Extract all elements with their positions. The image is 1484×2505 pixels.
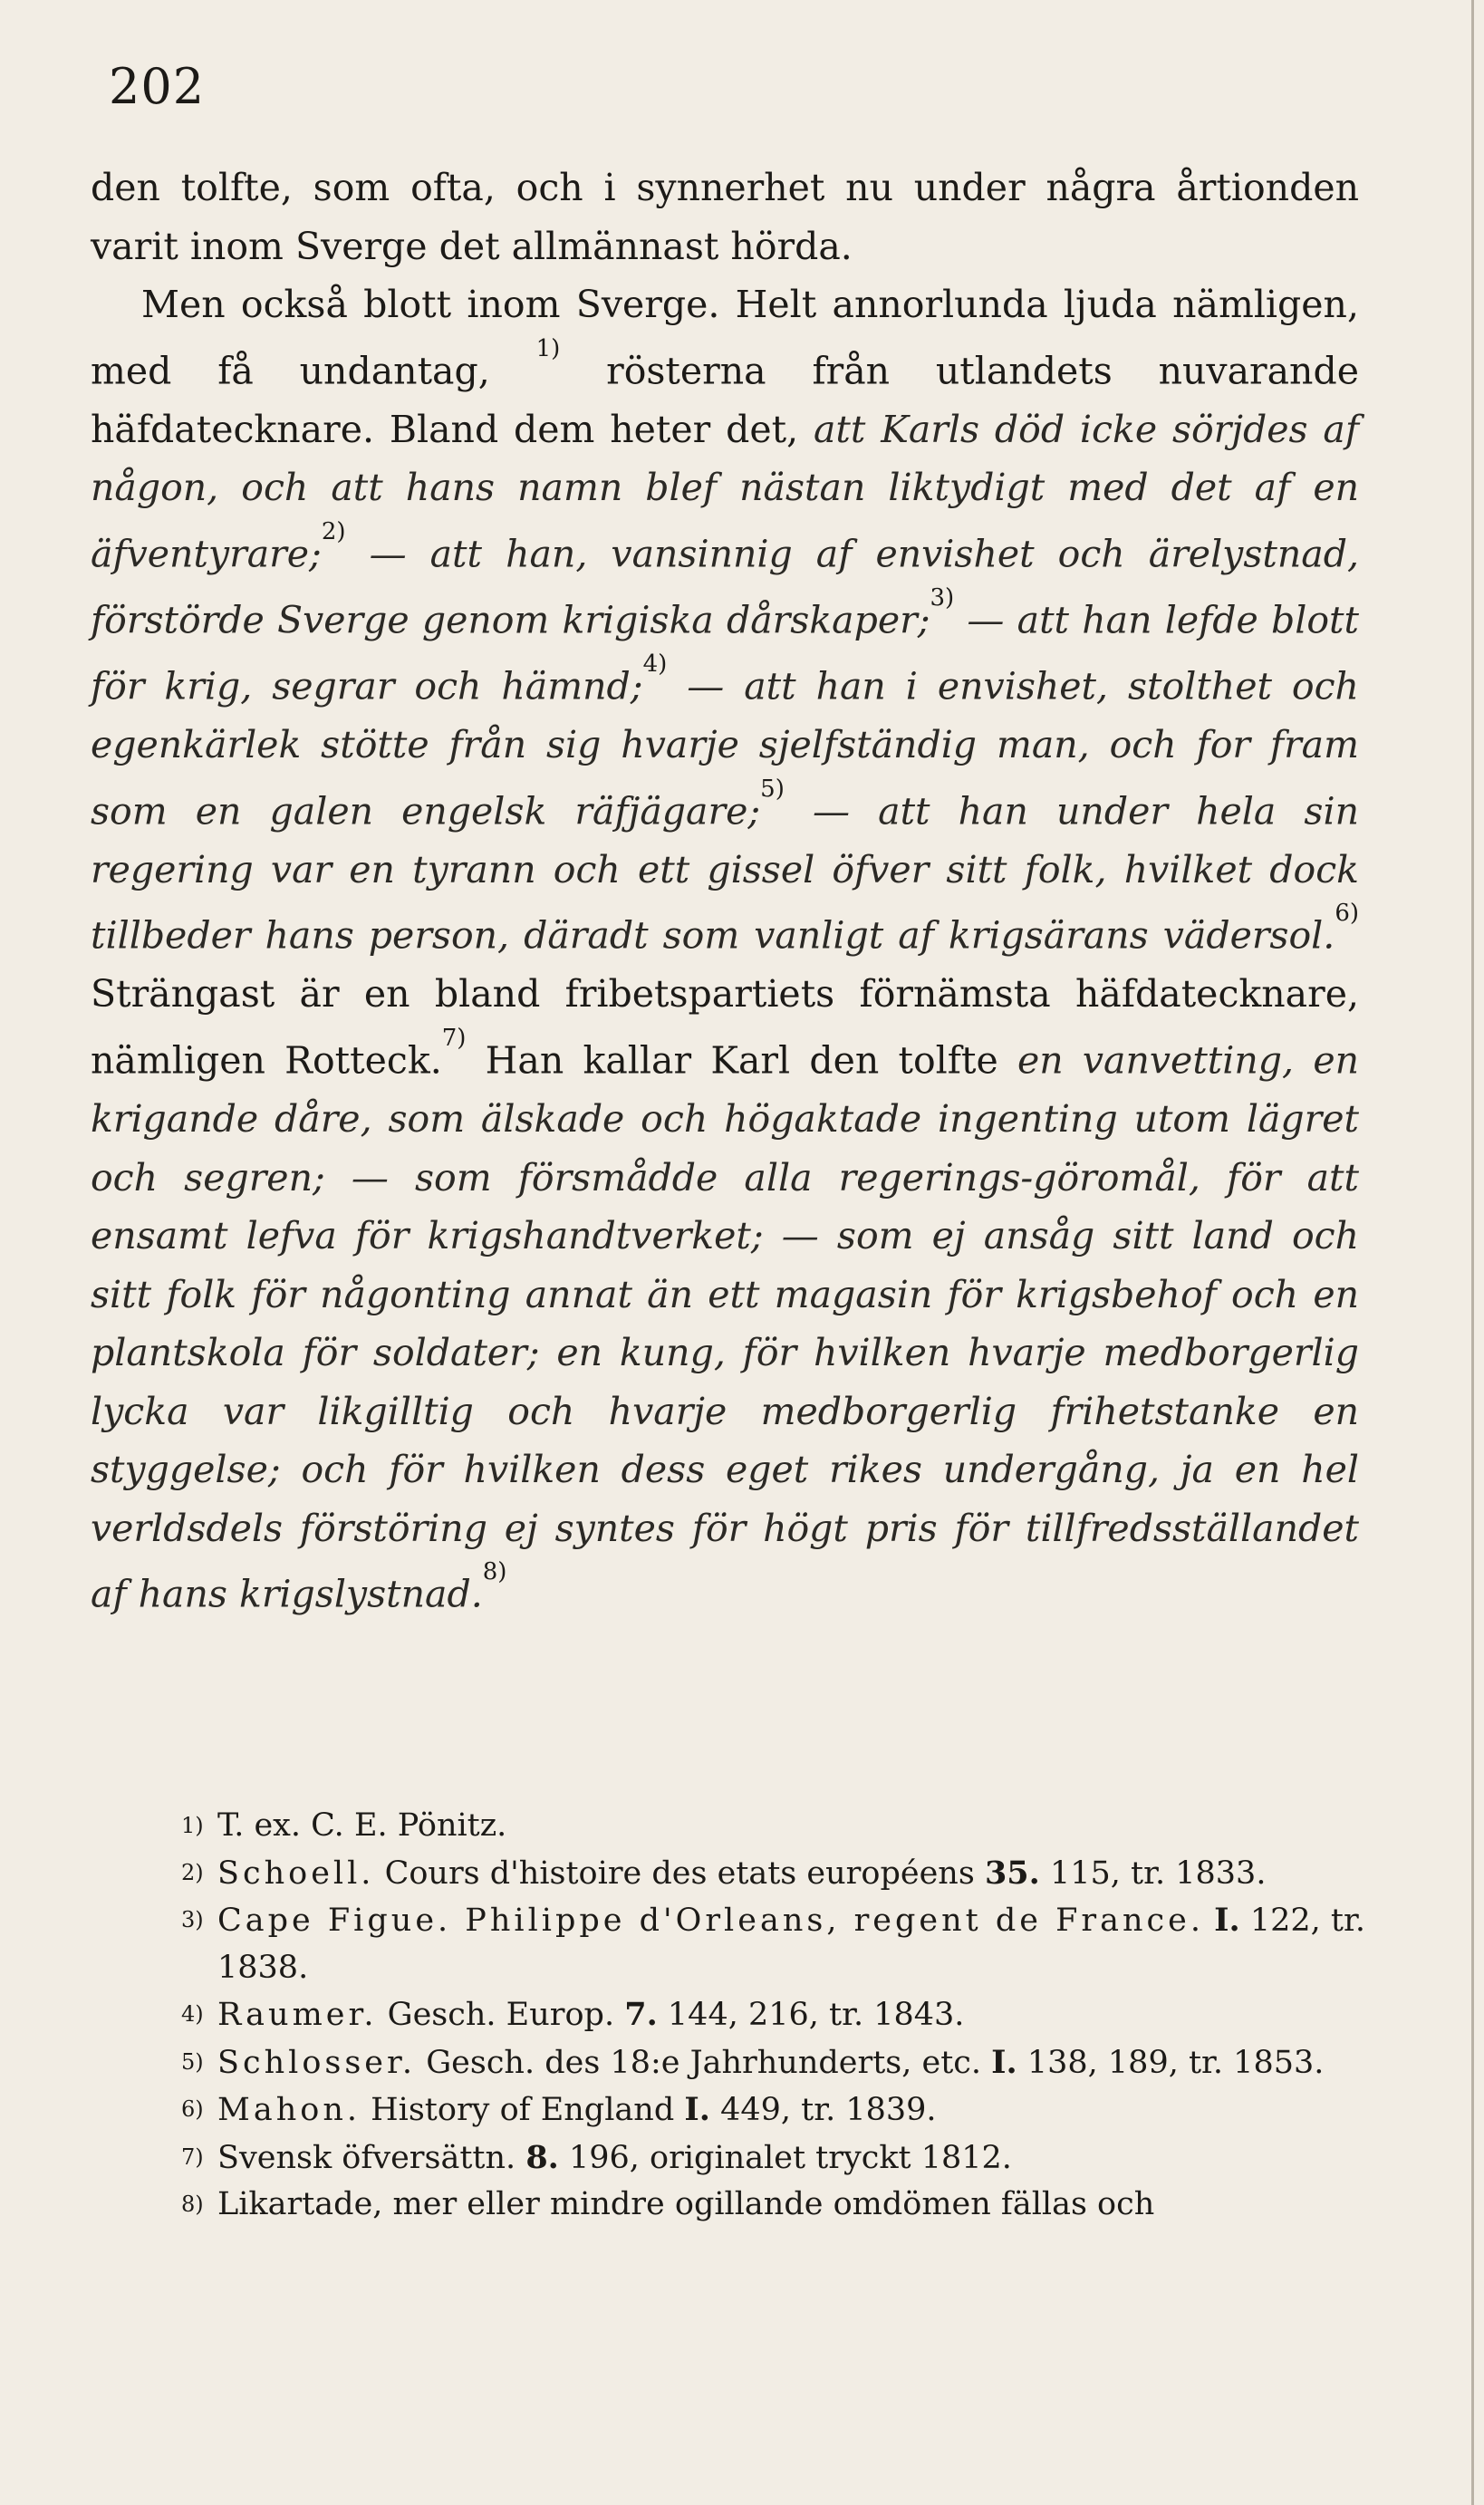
footnote-author: Mahon. — [217, 2092, 361, 2128]
footnote-volume: I. — [684, 2091, 710, 2128]
footnote-ref-4[interactable]: 4) — [642, 650, 668, 678]
footnote-text: Cours d'histoire des etats européens — [384, 1855, 975, 1892]
footnote-7 — [181, 2134, 1386, 2182]
paragraph-2-text-4: Han kallar Karl den tolfte — [485, 1038, 998, 1083]
footnote-pages: 196, originalet tryckt 1812. — [569, 2139, 1012, 2176]
quote-3: — att han lefde blott för krig, segrar och hämnd; — [91, 598, 1359, 708]
quote-2: — att han, vansinnig af envishet och ärelystnad, förstörde Sverge genom krigiska dårskaper; — [91, 532, 1359, 642]
quote-1: att Karls död icke sörjdes af någon, och att hans namn blef nästan liktydigt med det af en äfventyrare; — [91, 407, 1359, 576]
paragraph-1-text: den tolfte, som ofta, och i synnerhet nu under några årtionden varit inom Sverge det allmännast hörda. — [91, 166, 1359, 268]
footnote-1 — [181, 1803, 1386, 1850]
page-number: 202 — [109, 58, 206, 115]
paragraph-1 — [91, 159, 1359, 275]
footnote-volume: I. — [991, 2043, 1017, 2081]
paragraph-2-text-1: Men också blott inom Sverge. Helt annorlunda ljuda nämligen, med få undantag, — [91, 283, 1359, 393]
footnote-number: 6) — [181, 2096, 204, 2122]
footnote-ref-2[interactable]: 2) — [321, 517, 346, 545]
footnote-ref-8[interactable]: 8) — [482, 1558, 507, 1586]
footnote-volume: 7. — [624, 1996, 658, 2033]
quote-4: — att han i envishet, stolthet och egenkärlek stötte från sig hvarje sjelfständig man, och for fram som en galen engelsk räfjägare; — [91, 664, 1359, 833]
footnote-6 — [181, 2086, 1386, 2134]
quote-6: en vanvetting, en krigande dåre, som älskade och högaktade ingenting utom lägret och segren; — som försmådde alla regerings-göromål, för att ensamt lefva för krigshandtverket; — som ej ansåg sitt land och sitt folk för någonting annat än ett magasin för krigsbehof och en plantskola för soldater; en kung, för hvilken hvarje medborgerlig lycka var likgilltig och hvarje medborgerlig frihetstanke en styggelse; och för hvilken dess eget rikes undergång, ja en hel verldsdels förstöring ej syntes för högt pris för tillfredsställandet af hans krigslystnad. — [91, 1038, 1359, 1616]
footnote-ref-1[interactable]: 1) — [535, 334, 561, 362]
footnote-pages: 144, 216, tr. 1843. — [667, 1997, 965, 2033]
footnote-text: Gesch. Europ. — [387, 1997, 615, 2033]
footnote-volume: I. — [1214, 1902, 1240, 1939]
footnote-ref-7[interactable]: 7) — [441, 1024, 467, 1052]
footnote-number: 5) — [181, 2048, 204, 2075]
footnote-number: 2) — [181, 1859, 204, 1885]
footnote-text: History of England — [371, 2092, 675, 2128]
footnote-pages: 138, 189, tr. 1853. — [1026, 2044, 1325, 2081]
footnote-text: Likartade, mer eller mindre ogillande omdömen fällas och — [217, 2186, 1155, 2222]
footnote-pages: 122, tr. 1838. — [217, 1903, 1365, 1986]
footnote-number: 3) — [181, 1907, 204, 1932]
footnote-author: Schlosser. — [217, 2044, 417, 2081]
paragraph-2 — [91, 275, 1359, 1623]
footnote-ref-5[interactable]: 5) — [760, 775, 785, 803]
footnote-author: Raumer. — [217, 1997, 378, 2033]
footnotes — [181, 1803, 1386, 2229]
body-text — [91, 159, 1359, 1623]
footnote-text: Gesch. des 18:e Jahrhunderts, etc. — [426, 2044, 982, 2081]
footnote-ref-6[interactable]: 6) — [1335, 900, 1359, 928]
footnote-volume: 8. — [525, 2138, 559, 2176]
footnote-text: T. ex. C. E. Pönitz. — [217, 1807, 507, 1844]
footnote-text: Svensk öfversättn. — [217, 2139, 516, 2176]
footnote-ref-3[interactable]: 3) — [930, 583, 955, 612]
footnote-number: 7) — [181, 2144, 204, 2170]
footnote-number: 4) — [181, 2001, 204, 2027]
footnote-number: 8) — [181, 2192, 204, 2217]
page-edge-divider — [1471, 0, 1474, 2505]
footnote-4 — [181, 1991, 1386, 2039]
footnote-number: 1) — [181, 1813, 204, 1838]
footnote-volume: 35. — [984, 1854, 1040, 1892]
footnote-pages: 449, tr. 1839. — [720, 2092, 937, 2128]
footnote-author: Schoell. — [217, 1855, 375, 1892]
footnote-pages: 115, tr. 1833. — [1049, 1855, 1267, 1892]
footnote-8 — [181, 2182, 1386, 2229]
paragraph-2-text-3: Strängast är en bland fribetspartiets förnämsta häfdatecknare, nämligen Rotteck. — [91, 972, 1359, 1083]
footnote-author: Cape Figue. Philippe d'Orleans, regent de France. — [217, 1903, 1204, 1939]
footnote-5 — [181, 2039, 1386, 2087]
footnote-3 — [181, 1897, 1386, 1991]
paragraph-2-text-2: rösterna från utlandets nuvarande häfdatecknare. Bland dem heter det, — [91, 349, 1359, 451]
footnote-2 — [181, 1850, 1386, 1898]
quote-5: — att han under hela sin regering var en tyrann och ett gissel öfver sitt folk, hvilket dock tillbeder hans person, däradt som vanligt af krigsärans vädersol. — [91, 789, 1359, 958]
